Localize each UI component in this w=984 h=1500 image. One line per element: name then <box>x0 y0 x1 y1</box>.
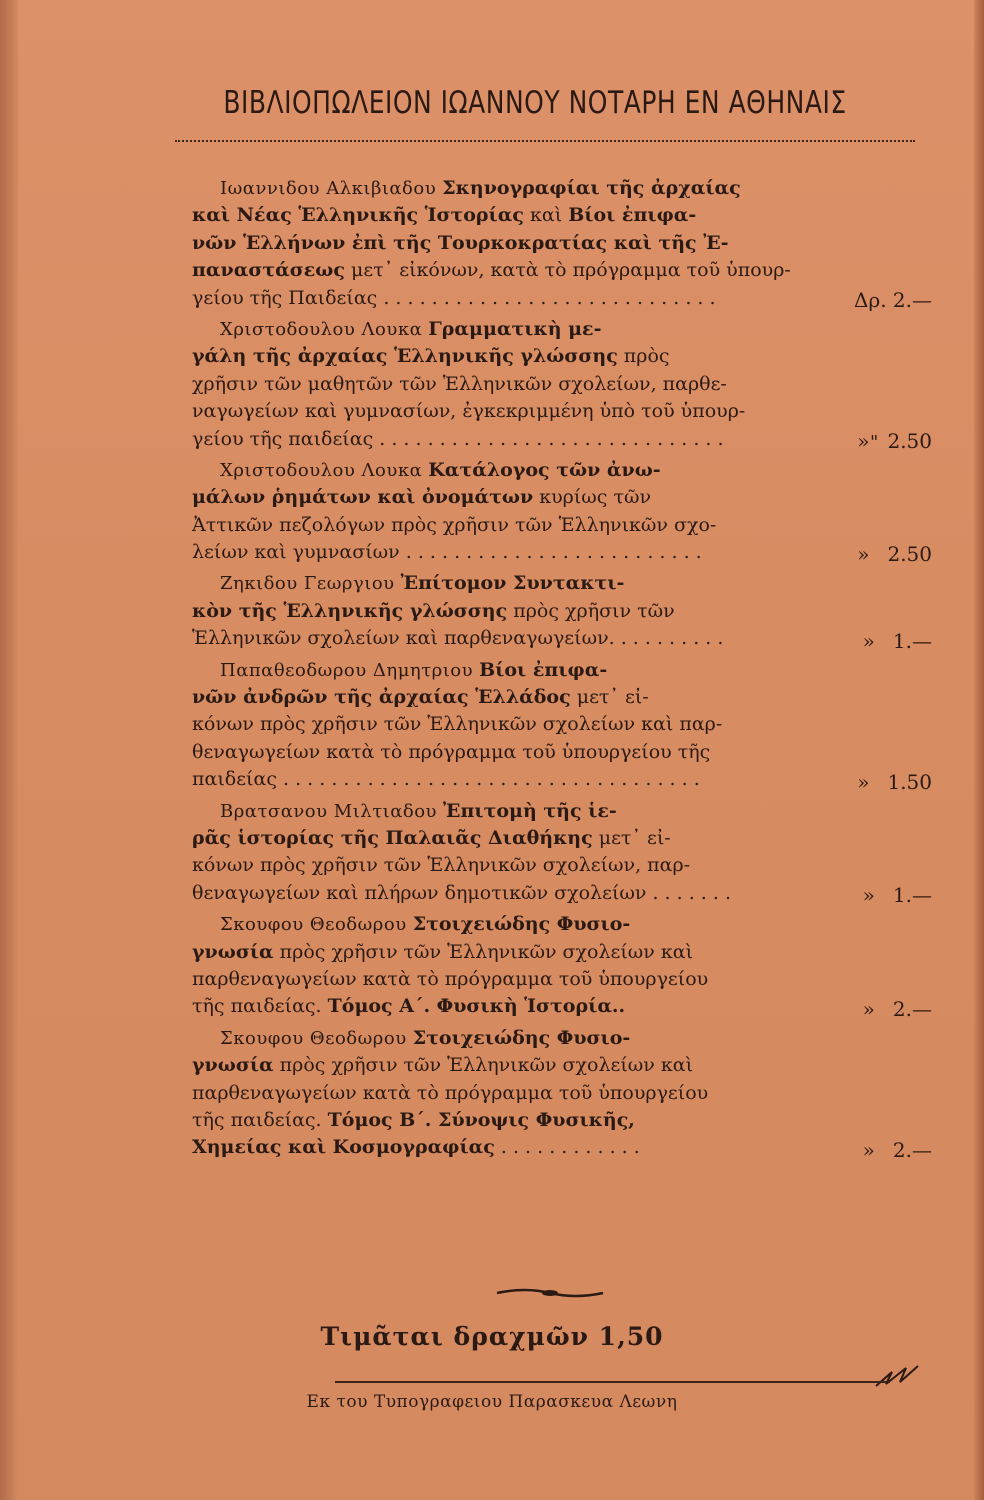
book-entry <box>192 657 932 794</box>
entry-text: πρὸς χρῆσιν τῶν <box>507 599 675 622</box>
book-entry <box>192 798 932 908</box>
entry-author: Σκουφου Θεοδωρου <box>220 1027 407 1049</box>
entry-line <box>192 398 932 425</box>
entry-line <box>192 202 932 229</box>
entry-line <box>192 1080 932 1107</box>
entry-price <box>857 770 932 794</box>
entry-line <box>192 852 932 879</box>
price-value: 2.50 <box>887 542 932 567</box>
entry-line <box>192 939 932 966</box>
entry-price <box>857 429 932 453</box>
entry-line <box>192 798 932 825</box>
entry-text: παρθεναγωγείων κατὰ τὸ πρόγραμμα τοῦ ὑπουργείου <box>192 1081 709 1104</box>
entry-line <box>192 657 932 684</box>
entry-title: Τόμος Β΄. Σύνοψις Φυσικῆς, <box>327 1108 635 1131</box>
ditto-mark: » <box>862 628 875 653</box>
entry-line <box>192 598 932 625</box>
entry-price <box>857 542 932 566</box>
entry-text: πρὸς <box>617 345 670 368</box>
entry-author: Χριστοδουλου Λουκα <box>220 318 423 340</box>
entry-text: Ἑλληνικῶν σχολείων καὶ παρθεναγωγείων. . . . . . . . . . <box>192 627 724 650</box>
entry-price <box>863 1138 932 1162</box>
entry-text: γείου τῆς παιδείας . . . . . . . . . . . . . . . . . . . . . . . . . . . . . <box>192 427 724 450</box>
entry-text: πρὸς χρῆσιν τῶν Ἑλληνικῶν σχολείων καὶ <box>273 1054 694 1077</box>
page-header: ΒΙΒΛΙΟΠΩΛΕΙΟΝ ΙΩΑΝΝΟΥ ΝΟΤΑΡΗ ΕΝ ΑΘΗΝΑΙΣ <box>223 84 847 121</box>
entry-text: θεναγωγείων καὶ πλήρων δημοτικῶν σχολείων . . . . . . . <box>192 881 731 904</box>
price-value: 2.— <box>892 1137 932 1162</box>
entry-line <box>192 625 932 652</box>
divider-ornament <box>495 1287 605 1299</box>
entry-text: κόνων πρὸς χρῆσιν τῶν Ἑλληνικῶν σχολείων, παρ- <box>192 854 691 877</box>
entry-price <box>854 288 932 312</box>
entry-text: πρὸς χρῆσιν τῶν Ἑλληνικῶν σχολείων καὶ <box>273 940 694 963</box>
entry-line <box>192 512 932 539</box>
book-entry <box>192 1025 932 1162</box>
ditto-mark: » <box>857 428 870 453</box>
entry-title: παναστάσεως <box>192 259 345 282</box>
price-value: Δρ. 2.— <box>854 287 932 312</box>
right-page-edge <box>974 0 984 1500</box>
entry-line <box>192 711 932 738</box>
entry-title: Γραμματικὴ με- <box>428 317 602 340</box>
book-entry <box>192 175 932 312</box>
entry-line <box>192 1025 932 1052</box>
entry-line <box>192 766 932 793</box>
entry-title: Σκηνογραφίαι τῆς ἀρχαίας <box>442 177 741 199</box>
price-value: 1.50 <box>887 769 932 794</box>
entry-line <box>192 1134 932 1161</box>
book-entry <box>192 570 932 652</box>
ditto-mark: » <box>862 996 875 1021</box>
entry-line <box>192 825 932 852</box>
entry-line <box>192 316 932 343</box>
entry-title: κὸν τῆς Ἑλληνικῆς γλώσσης <box>192 599 508 622</box>
book-entry <box>192 457 932 567</box>
entry-line <box>192 484 932 511</box>
price-value: 1.— <box>892 883 932 908</box>
entry-title: μάλων ῥημάτων καὶ ὀνομάτων <box>192 486 534 509</box>
entry-author: Χριστοδουλου Λουκα <box>220 459 423 481</box>
price-notice: Τιμᾶται δραχμῶν 1,50 <box>320 1322 664 1351</box>
ditto-mark: » <box>862 1137 875 1162</box>
entry-title: ρᾶς ἱστορίας τῆς Παλαιᾶς Διαθήκης <box>192 826 593 849</box>
entry-text: λείων καὶ γυμνασίων . . . . . . . . . . . . . . . . . . . . . . . . . <box>192 541 702 564</box>
entry-author: Σκουφου Θεοδωρου <box>220 914 407 936</box>
printer-imprint: Εκ του Τυπογραφειου Παρασκευα Λεωνη <box>306 1392 678 1412</box>
entry-line <box>192 570 932 597</box>
entry-title: γάλη τῆς ἀρχαίας Ἑλληνικῆς γλώσσης <box>192 345 618 368</box>
entry-line <box>192 230 932 257</box>
margin-mark: " <box>870 432 879 453</box>
ditto-mark: » <box>857 769 870 794</box>
entry-title: Ἐπιτομὴ τῆς ἱε- <box>443 799 617 822</box>
entry-text: κόνων πρὸς χρῆσιν τῶν Ἑλληνικῶν σχολείων καὶ παρ- <box>192 713 723 736</box>
entry-title: καὶ Νέας Ἑλληνικῆς Ἱστορίας <box>192 204 524 227</box>
entry-text: . . . . . . . . . . . . <box>494 1136 640 1159</box>
entry-title: νῶν ἀνδρῶν τῆς ἀρχαίας Ἑλλάδος <box>192 686 571 709</box>
entry-text: θεναγωγείων κατὰ τὸ πρόγραμμα τοῦ ὑπουργείου τῆς <box>192 740 711 763</box>
left-page-edge <box>0 0 18 1500</box>
entry-line <box>192 966 932 993</box>
ditto-mark: » <box>862 883 875 908</box>
ditto-mark: » <box>857 542 870 567</box>
entry-title: Βίοι ἐπιφα- <box>568 204 697 227</box>
header-rule <box>175 140 915 142</box>
book-entry <box>192 316 932 453</box>
entry-title: Τόμος Α΄. Φυσικὴ Ἱστορία.. <box>327 995 626 1018</box>
entry-text: χρῆσιν τῶν μαθητῶν τῶν Ἑλληνικῶν σχολείων, παρθε- <box>192 372 727 395</box>
entry-line <box>192 257 932 284</box>
pen-scribble <box>872 1362 922 1390</box>
entry-price <box>863 997 932 1021</box>
entry-title: Στοιχειώδης Φυσιο- <box>412 913 631 936</box>
entry-author: Παπαθεοδωρου Δημητριου <box>220 659 474 681</box>
entry-title: Βίοι ἐπιφα- <box>479 658 608 681</box>
entry-title: Χημείας καὶ Κοσμογραφίας <box>192 1136 495 1159</box>
entry-text: τῆς παιδείας. <box>192 1108 328 1131</box>
entry-text: μετ᾽ εἰ- <box>570 686 649 709</box>
entry-line <box>192 911 932 938</box>
entry-title: νῶν Ἑλλήνων ἐπὶ τῆς Τουρκοκρατίας καὶ τῆς Ἐ- <box>192 231 729 254</box>
entry-line <box>192 426 932 453</box>
entry-text: παιδείας . . . . . . . . . . . . . . . . . . . . . . . . . . . . . . . . . . . <box>192 768 700 791</box>
entry-line <box>192 993 932 1020</box>
entry-price <box>863 629 932 653</box>
entry-author: Ζηκιδου Γεωργιου <box>220 573 395 595</box>
entry-title: γνωσία <box>192 940 274 963</box>
entry-text: παρθεναγωγείων κατὰ τὸ πρόγραμμα τοῦ ὑπουργείου <box>192 967 709 990</box>
entry-author: Ιωαννιδου Αλκιβιαδου <box>220 178 437 199</box>
entry-line <box>192 175 932 202</box>
price-value: 2.50 <box>887 428 932 453</box>
entry-text: μετ᾽ εἰ- <box>592 826 671 849</box>
entry-line <box>192 457 932 484</box>
entry-title: Στοιχειώδης Φυσιο- <box>412 1026 631 1049</box>
entry-line <box>192 285 932 312</box>
entry-text: τῆς παιδείας. <box>192 995 328 1018</box>
entry-line <box>192 1052 932 1079</box>
entry-text: κυρίως τῶν <box>533 486 652 509</box>
entry-title: Ἐπίτομον Συντακτι- <box>400 572 625 595</box>
entry-line <box>192 1107 932 1134</box>
price-value: 1.— <box>892 628 932 653</box>
entry-text: μετ᾽ εἰκόνων, κατὰ τὸ πρόγραμμα τοῦ ὑπουρ- <box>344 259 791 282</box>
entry-line <box>192 343 932 370</box>
footer-rule <box>335 1381 890 1383</box>
book-list <box>192 175 932 1166</box>
entry-line <box>192 684 932 711</box>
entry-title: Κατάλογος τῶν ἀνω- <box>428 458 661 481</box>
entry-text: καὶ <box>523 204 569 227</box>
entry-price <box>863 883 932 907</box>
entry-text: ναγωγείων καὶ γυμνασίων, ἐγκεκριμμένη ὑπὸ τοῦ ὑπουρ- <box>192 400 746 423</box>
entry-line <box>192 539 932 566</box>
entry-line <box>192 739 932 766</box>
book-entry <box>192 911 932 1021</box>
entry-line <box>192 880 932 907</box>
entry-title: γνωσία <box>192 1054 274 1077</box>
entry-text: Ἀττικῶν πεζολόγων πρὸς χρῆσιν τῶν Ἑλληνικῶν σχο- <box>192 513 717 536</box>
entry-line <box>192 371 932 398</box>
entry-author: Βρατσανου Μιλτιαδου <box>220 800 437 822</box>
price-value: 2.— <box>892 996 932 1021</box>
entry-text: γείου τῆς Παιδείας . . . . . . . . . . . . . . . . . . . . . . . . . . . . <box>192 286 716 309</box>
